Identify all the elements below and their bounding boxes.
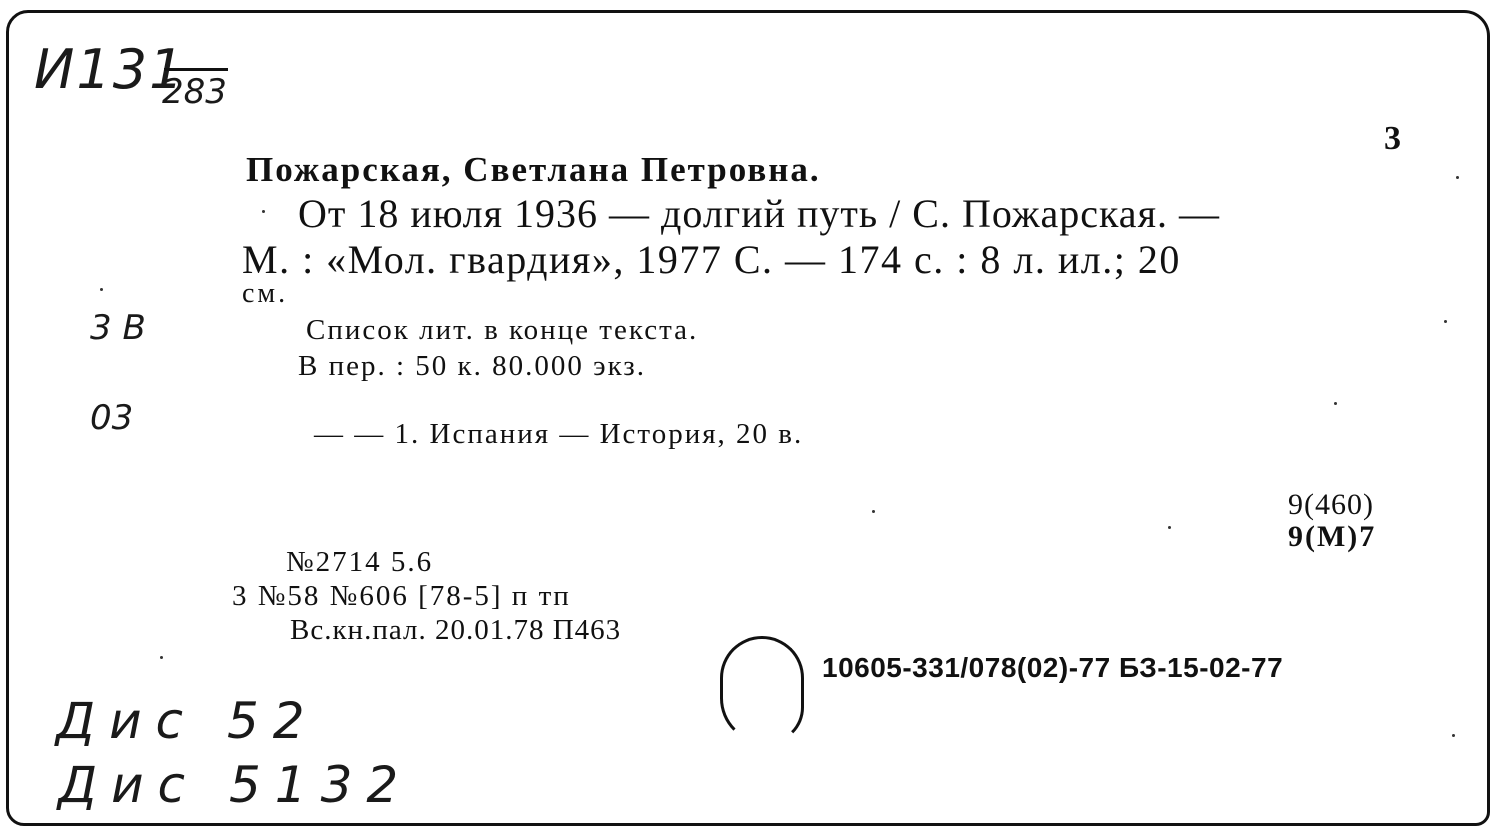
bibliography-note: Список лит. в конце текста. xyxy=(306,314,699,346)
shelf-code-divider xyxy=(164,68,228,71)
speck xyxy=(262,210,265,213)
card-number: 3 xyxy=(1384,120,1401,157)
handwritten-left-note-1: 3 В xyxy=(90,308,146,348)
title-line-3: см. xyxy=(242,278,289,309)
catalog-code: 10605-331/078(02)-77 БЗ-15-02-77 xyxy=(822,652,1284,683)
title-line-2: М. : «Мол. гвардия», 1977 С. — 174 с. : 8 л. ил.; 20 xyxy=(242,237,1181,282)
classification-code-2: 9(М)7 xyxy=(1288,520,1377,553)
author-heading: Пожарская, Светлана Петровна. xyxy=(246,150,821,189)
title-line-1: От 18 июля 1936 — долгий путь / С. Пожарская. — xyxy=(298,191,1220,236)
classification-code-1: 9(460) xyxy=(1288,488,1374,521)
handwritten-shelf-code-sub: 283 xyxy=(162,72,227,112)
price-print-run-note: В пер. : 50 к. 80.000 экз. xyxy=(298,350,646,382)
speck xyxy=(1444,320,1447,323)
handwritten-bottom-line-1: Дис 52 xyxy=(56,692,319,750)
speck xyxy=(1456,176,1459,179)
speck xyxy=(1452,734,1455,737)
tech-line-1: №2714 5.6 xyxy=(286,546,434,578)
handwritten-shelf-code: И131 xyxy=(34,38,186,101)
speck xyxy=(160,656,163,659)
speck xyxy=(1168,526,1171,529)
tech-line-2: 3 №58 №606 [78-5] п тп xyxy=(232,580,571,612)
speck xyxy=(100,288,103,291)
speck xyxy=(1334,402,1337,405)
stamp-circle xyxy=(720,636,804,744)
subject-heading: — — 1. Испания — История, 20 в. xyxy=(314,418,804,450)
tech-line-3: Вс.кн.пал. 20.01.78 П463 xyxy=(290,614,622,646)
handwritten-bottom-line-2: Дис 5132 xyxy=(58,756,413,814)
handwritten-left-note-2: 03 xyxy=(90,398,134,438)
speck xyxy=(872,510,875,513)
